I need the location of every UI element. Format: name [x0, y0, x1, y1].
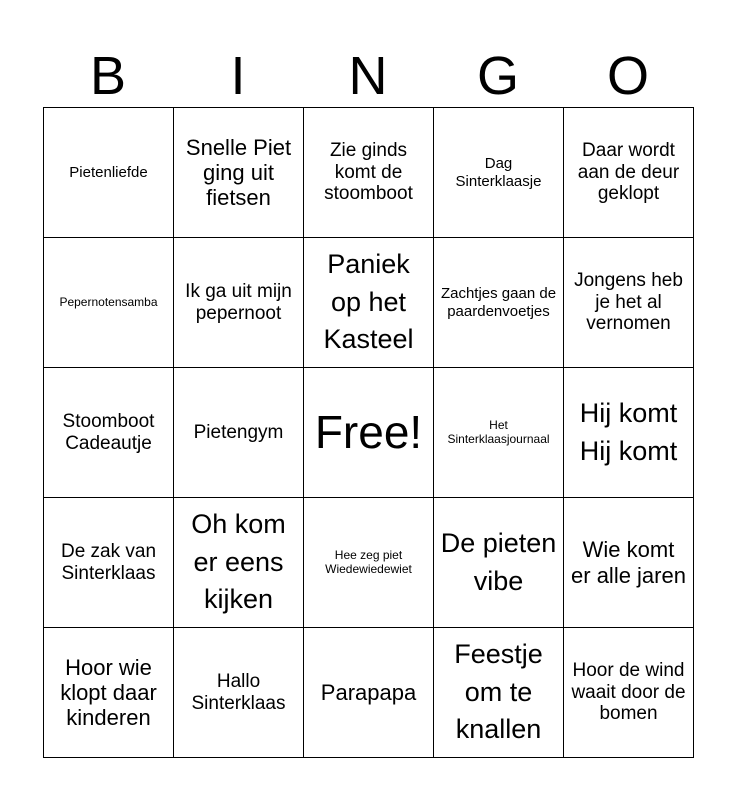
bingo-cell[interactable] — [174, 238, 304, 368]
grid-row — [44, 238, 694, 368]
grid-row — [44, 108, 694, 238]
header-letter-b: B — [89, 46, 127, 106]
bingo-cell[interactable] — [174, 628, 304, 758]
bingo-cell[interactable] — [44, 238, 174, 368]
bingo-cell[interactable] — [44, 368, 174, 498]
cell-label: Feestje om te knallen — [454, 638, 543, 745]
cell-label: Het Sinterklaasjournaal — [447, 417, 550, 446]
bingo-cell[interactable] — [174, 108, 304, 238]
cell-label: De pieten vibe — [440, 527, 557, 596]
cell-label: Pepernotensamba — [59, 294, 158, 309]
bingo-cell[interactable] — [434, 108, 564, 238]
cell-label: Zie ginds komt de stoomboot — [324, 139, 413, 205]
grid-row — [44, 368, 694, 498]
cell-label: Parapapa — [320, 679, 417, 705]
cell-label: Hoor de wind waait door de bomen — [571, 659, 686, 725]
cell-label: Pietenliefde — [69, 163, 148, 181]
bingo-cell[interactable] — [564, 498, 694, 628]
bingo-cell[interactable] — [564, 368, 694, 498]
bingo-header — [43, 44, 693, 108]
cell-label: Jongens heb je het al vernomen — [574, 269, 683, 335]
bingo-cell[interactable] — [44, 498, 174, 628]
cell-label: Hallo Sinterklaas — [191, 670, 286, 714]
grid-row — [44, 628, 694, 758]
free-cell[interactable] — [304, 368, 434, 498]
cell-label: Zachtjes gaan de paardenvoetjes — [440, 285, 557, 320]
cell-label: Wie komt er alle jaren — [571, 537, 686, 588]
cell-label: Oh kom er eens kijken — [191, 508, 286, 615]
bingo-cell[interactable] — [304, 238, 434, 368]
bingo-cell[interactable] — [434, 498, 564, 628]
bingo-cell[interactable] — [44, 108, 174, 238]
bingo-cell[interactable] — [564, 238, 694, 368]
cell-label: Hee zeg piet Wiedewiedewiet — [325, 547, 412, 576]
cell-label: Paniek op het Kasteel — [323, 248, 414, 355]
cell-label: Ik ga uit mijn pepernoot — [185, 280, 292, 324]
cell-label: Daar wordt aan de deur geklopt — [577, 139, 680, 205]
cell-label: Pietengym — [193, 421, 284, 443]
bingo-cell[interactable] — [434, 238, 564, 368]
bingo-cell[interactable] — [564, 628, 694, 758]
cell-label: De zak van Sinterklaas — [60, 540, 157, 584]
cell-label: Hoor wie klopt daar kinderen — [60, 654, 157, 731]
bingo-cell[interactable] — [564, 108, 694, 238]
bingo-cell[interactable] — [434, 368, 564, 498]
bingo-cell[interactable] — [304, 628, 434, 758]
header-letter-n: N — [348, 46, 388, 106]
bingo-cell[interactable] — [44, 628, 174, 758]
free-label: Free! — [314, 406, 423, 459]
header-letter-g: G — [476, 46, 519, 106]
bingo-cell[interactable] — [174, 368, 304, 498]
bingo-cell[interactable] — [174, 498, 304, 628]
bingo-cell[interactable] — [304, 498, 434, 628]
grid-row — [44, 498, 694, 628]
cell-label: Hij komt Hij komt — [579, 397, 678, 466]
bingo-grid — [43, 107, 694, 758]
bingo-cell[interactable] — [304, 108, 434, 238]
header-letter-o: O — [606, 46, 649, 106]
cell-label: Dag Sinterklaasje — [455, 155, 542, 190]
cell-label: Snelle Piet ging uit fietsen — [185, 134, 292, 211]
bingo-cell[interactable] — [434, 628, 564, 758]
header-letter-i: I — [230, 46, 246, 106]
cell-label: Stoomboot Cadeautje — [62, 410, 155, 454]
